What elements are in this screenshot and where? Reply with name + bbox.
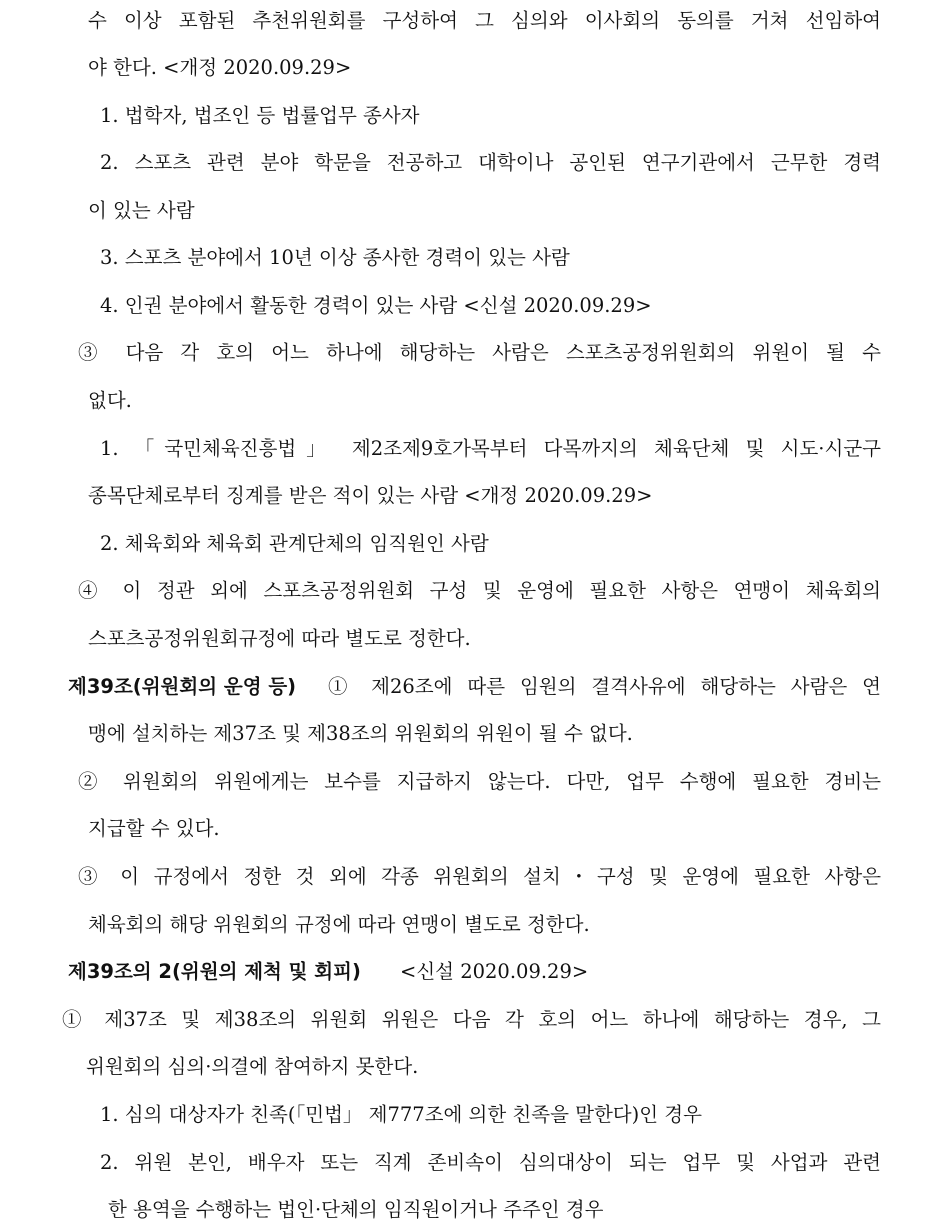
body-line [0,1047,950,1087]
line-text: 이 있는 사람 [88,199,195,222]
body-line [0,619,950,659]
list-item [0,524,950,564]
line-text: 없다. [88,389,132,412]
line-text: ② 위원회의 위원에게는 보수를 지급하지 않는다. 다만, 업무 수행에 필요한 경비는 [78,770,881,793]
line-text: ① 제26조에 따른 임원의 결격사유에 해당하는 사람은 연 [328,675,881,698]
list-item [0,286,950,326]
line-text: 체육회의 해당 위원회의 규정에 따라 연맹이 별도로 정한다. [88,913,590,936]
line-text: 2. 체육회와 체육회 관계단체의 임직원인 사람 [100,532,489,555]
line-text: 1. 심의 대상자가 친족(「민법」 제777조에 의한 친족을 말한다)인 경우 [100,1103,702,1126]
line-text: 3. 스포츠 분야에서 10년 이상 종사한 경력이 있는 사람 [100,246,570,269]
paragraph-item [0,762,950,802]
article-line-text [0,667,950,707]
body-line [0,381,950,421]
body-line [0,809,950,849]
line-text: 맹에 설치하는 제37조 및 제38조의 위원회의 위원이 될 수 없다. [88,722,633,745]
article-heading: 제39조(위원회의 운영 등) [68,675,297,698]
article-heading: 제39조의 2(위원의 제척 및 회피) [68,960,361,983]
list-item [0,96,950,136]
line-text: ③ 이 규정에서 정한 것 외에 각종 위원회의 설치・구성 및 운영에 필요한 사항은 [78,865,881,888]
line-text: ③ 다음 각 호의 어느 하나에 해당하는 사람은 스포츠공정위원회의 위원이 될 수 [78,341,881,364]
body-line [0,714,950,754]
paragraph-item [0,333,950,373]
paragraph-item [0,571,950,611]
line-text: 한 용역을 수행하는 법인·단체의 임직원이거나 주주인 경우 [108,1198,604,1221]
body-line [0,191,950,231]
list-item [0,1095,950,1135]
line-text: 1. 법학자, 법조인 등 법률업무 종사자 [100,104,420,127]
list-item [0,1143,950,1183]
line-text: 2. 위원 본인, 배우자 또는 직계 존비속이 심의대상이 되는 업무 및 사업과 관련 [100,1151,881,1174]
line-text: <신설 2020.09.29> [400,960,589,983]
line-text: ④ 이 정관 외에 스포츠공정위원회 구성 및 운영에 필요한 사항은 연맹이 체육회의 [78,579,881,602]
line-text: 4. 인권 분야에서 활동한 경력이 있는 사람 <신설 2020.09.29> [100,294,652,317]
body-line [0,48,950,88]
line-text: 스포츠공정위원회규정에 따라 별도로 정한다. [88,627,471,650]
line-text: ① 제37조 및 제38조의 위원회 위원은 다음 각 호의 어느 하나에 해당하는 경우, 그 [62,1008,881,1031]
paragraph-item [0,1000,950,1040]
list-item [0,429,950,469]
article-line [0,952,950,992]
body-line [0,1,950,41]
line-text: 지급할 수 있다. [88,817,220,840]
paragraph-item [0,857,950,897]
body-line [0,1190,950,1230]
body-line [0,905,950,945]
line-text: 1. 「국민체육진흥법」 제2조제9호가목부터 다목까지의 체육단체 및 시도·시군구 [100,437,881,460]
line-text: 2. 스포츠 관련 분야 학문을 전공하고 대학이나 공인된 연구기관에서 근무한 경력 [100,151,881,174]
line-text: 위원회의 심의·의결에 참여하지 못한다. [86,1055,419,1078]
body-line [0,476,950,516]
list-item [0,238,950,278]
line-text: 수 이상 포함된 추천위원회를 구성하여 그 심의와 이사회의 동의를 거쳐 선임하여 [88,9,881,32]
line-text: 야 한다. <개정 2020.09.29> [88,56,352,79]
list-item [0,143,950,183]
line-text: 종목단체로부터 징계를 받은 적이 있는 사람 <개정 2020.09.29> [88,484,653,507]
